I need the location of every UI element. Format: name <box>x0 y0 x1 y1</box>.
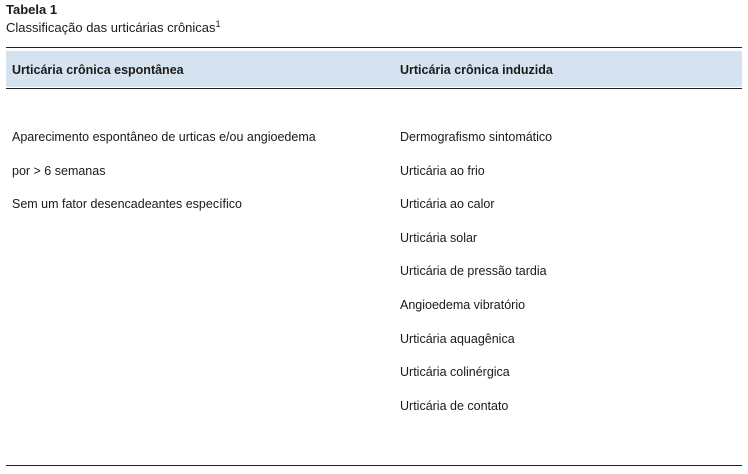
table-cell: Angioedema vibratório <box>400 297 526 312</box>
table-cell: Dermografismo sintomático <box>400 130 553 144</box>
table-cell: Aparecimento espontâneo de urticas e/ou angioedema <box>12 130 316 144</box>
table-cell: Urticária ao frio <box>400 163 485 178</box>
table-cell: Urticária colinérgica <box>400 365 510 380</box>
table-cell: por > 6 semanas <box>12 163 106 178</box>
table-cell: Urticária ao calor <box>400 197 495 212</box>
table-header-rule <box>6 88 742 89</box>
table-caption-text: Classificação das urticárias crônicas <box>6 20 216 35</box>
table-cell: Urticária de contato <box>400 398 509 413</box>
table-cell: Sem um fator desencadeantes específico <box>12 197 242 212</box>
table-cell: Urticária de pressão tardia <box>400 264 547 279</box>
column-header-spontaneous: Urticária crônica espontânea <box>12 63 184 77</box>
spontaneous-column-list <box>12 130 316 231</box>
column-header-induced: Urticária crônica induzida <box>400 63 553 77</box>
table-cell: Urticária solar <box>400 230 478 245</box>
table-cell: Urticária aquagênica <box>400 331 515 346</box>
caption-footnote-ref: 1 <box>215 19 221 29</box>
induced-column-list <box>400 130 552 432</box>
table-bottom-rule <box>6 465 742 466</box>
table-label: Tabela 1 <box>6 2 58 17</box>
table-top-rule <box>6 47 742 48</box>
table-caption <box>6 20 221 36</box>
